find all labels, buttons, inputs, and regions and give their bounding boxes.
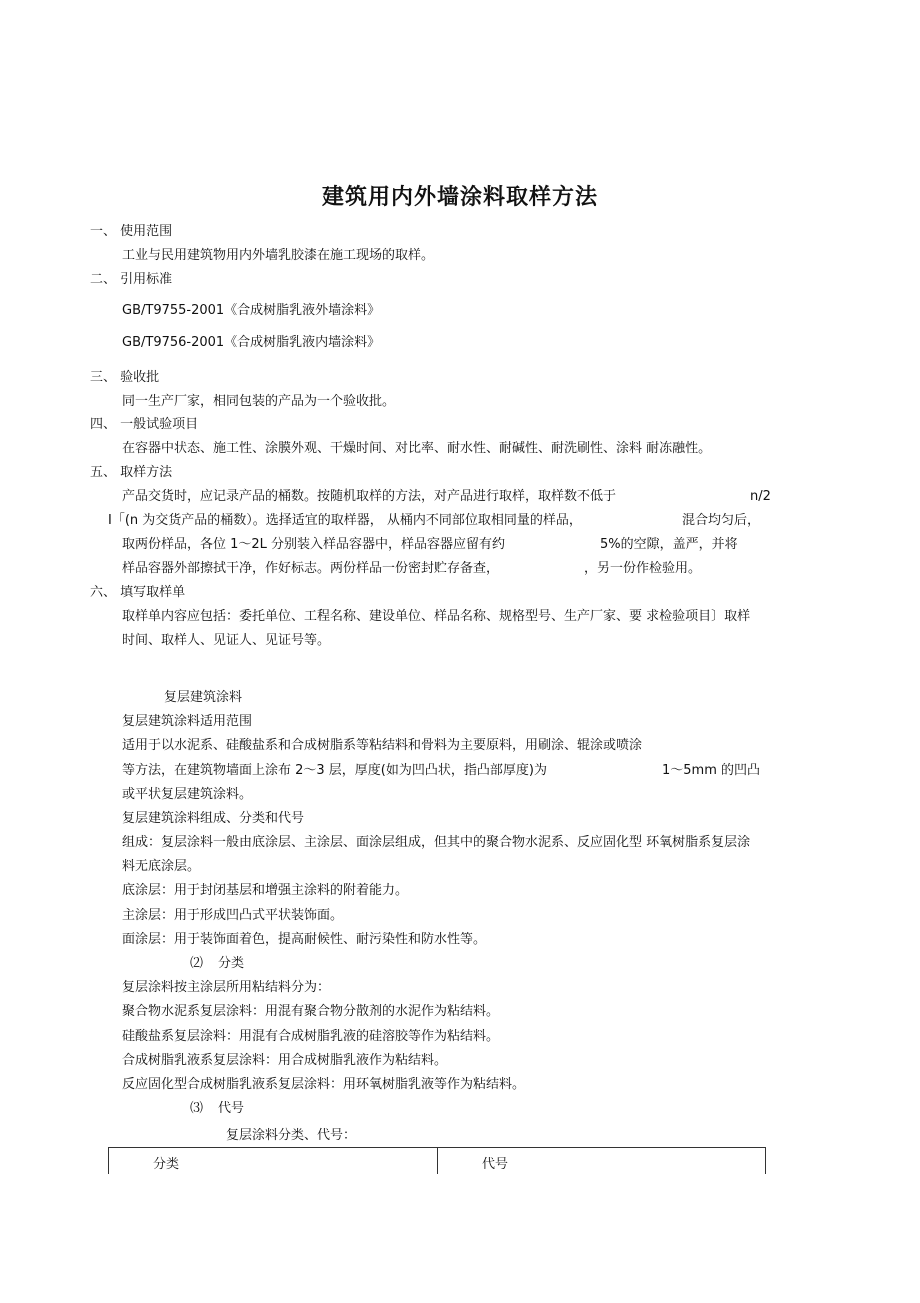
section-1-heading: 一、 使用范围 xyxy=(90,224,173,239)
composite-scope-line-1: 适用于以水泥系、硅酸盐系和合成树脂系等粘结料和骨料为主要原料，用刷涂、辊涂或喷涂 xyxy=(122,738,643,753)
section-3-heading: 三、 验收批 xyxy=(90,370,160,385)
section-5-line-3-tail: 5%的空隙，盖严，并将 xyxy=(600,537,738,552)
composition-line-1: 组成：复层涂料一般由底涂层、主涂层、面涂层组成，但其中的聚合物水泥系、反应固化型 环氧树脂系复层涂 xyxy=(122,835,751,850)
classification-item-3: 合成树脂乳液系复层涂料：用合成树脂乳液作为粘结料。 xyxy=(122,1053,448,1068)
section-4-heading: 四、 一般试验项目 xyxy=(90,417,199,432)
composite-heading: 复层建筑涂料 xyxy=(164,690,243,705)
section-5-line-2-tail: 混合均匀后， xyxy=(682,513,761,528)
composite-scope-line-2-tail: 1～5mm 的凹凸 xyxy=(662,763,761,778)
classification-number: ⑵ xyxy=(190,956,204,971)
code-number: ⑶ xyxy=(190,1101,204,1116)
section-3-body: 同一生产厂家，相同包装的产品为一个验收批。 xyxy=(122,394,396,409)
standard-1: GB/T9755-2001《合成树脂乳液外墙涂料》 xyxy=(122,303,381,318)
section-4-body: 在容器中状态、施工性、涂膜外观、干燥时间、对比率、耐水性、耐碱性、耐洗刷性、涂料 耐冻融性。 xyxy=(122,441,712,456)
main-coat-text: 主涂层：用于形成凹凸式平状装饰面。 xyxy=(122,908,344,923)
base-coat-text: 底涂层：用于封闭基层和增强主涂料的附着能力。 xyxy=(122,883,409,898)
section-5-heading: 五、 取样方法 xyxy=(90,465,173,480)
standard-2: GB/T9756-2001《合成树脂乳液内墙涂料》 xyxy=(122,335,381,350)
classification-intro: 复层涂料按主涂层所用粘结料分为： xyxy=(122,980,331,995)
composite-scope-line-2-text: 等方法，在建筑物墙面上涂布 2～3 层，厚度(如为凹凸状，指凸部厚度)为 xyxy=(122,763,547,778)
section-6-line-1: 取样单内容应包括：委托单位、工程名称、建设单位、样品名称、规格型号、生产厂家、要 求检验项目〕取样 xyxy=(122,609,751,624)
table-header-code: 代号 xyxy=(438,1148,766,1175)
section-5-line-4-tail: ，另一份作检验用。 xyxy=(584,561,702,576)
table-header-classification: 分类 xyxy=(109,1148,438,1175)
section-6-heading: 六、 填写取样单 xyxy=(90,585,186,600)
classification-item-1: 聚合物水泥系复层涂料：用混有聚合物分散剂的水泥作为粘结料。 xyxy=(122,1004,500,1019)
section-5-line-2-text: I「(n 为交货产品的桶数）。选择适宜的取样器， 从桶内不同部位取相同量的样品， xyxy=(108,513,582,528)
section-2-heading: 二、 引用标准 xyxy=(90,272,173,287)
composite-scope-title: 复层建筑涂料适用范围 xyxy=(122,714,253,729)
composition-line-2: 料无底涂层。 xyxy=(122,859,201,874)
section-5-line-1-text: 产品交货时，应记录产品的桶数。按随机取样的方法，对产品进行取样，取样数不低于 xyxy=(122,489,617,504)
composition-title: 复层建筑涂料组成、分类和代号 xyxy=(122,811,305,826)
composite-scope-line-3: 或平状复层建筑涂料。 xyxy=(122,787,253,802)
section-1-body: 工业与民用建筑物用内外墙乳胶漆在施工现场的取样。 xyxy=(122,248,435,263)
classification-item-4: 反应固化型合成树脂乳液系复层涂料：用环氧树脂乳液等作为粘结料。 xyxy=(122,1077,526,1092)
table-caption: 复层涂料分类、代号： xyxy=(226,1128,357,1143)
section-5-line-4-text: 样品容器外部擦拭干净，作好标志。两份样品一份密封贮存备查， xyxy=(122,561,500,576)
section-5-line-1-tail: n/2 xyxy=(750,489,771,504)
classification-label: 分类 xyxy=(218,956,245,971)
section-5-line-3-text: 取两份样品，各位 1～2L 分别装入样品容器中，样品容器应留有约 xyxy=(122,537,506,552)
document-title: 建筑用内外墙涂料取样方法 xyxy=(321,185,598,210)
classification-item-2: 硅酸盐系复层涂料：用混有合成树脂乳液的硅溶胶等作为粘结料。 xyxy=(122,1029,500,1044)
table-header-row xyxy=(109,1148,766,1175)
top-coat-text: 面涂层：用于装饰面着色，提高耐候性、耐污染性和防水性等。 xyxy=(122,932,487,947)
section-6-line-2: 时间、取样人、见证人、见证号等。 xyxy=(122,633,331,648)
code-label: 代号 xyxy=(218,1101,245,1116)
classification-code-table xyxy=(108,1147,766,1174)
